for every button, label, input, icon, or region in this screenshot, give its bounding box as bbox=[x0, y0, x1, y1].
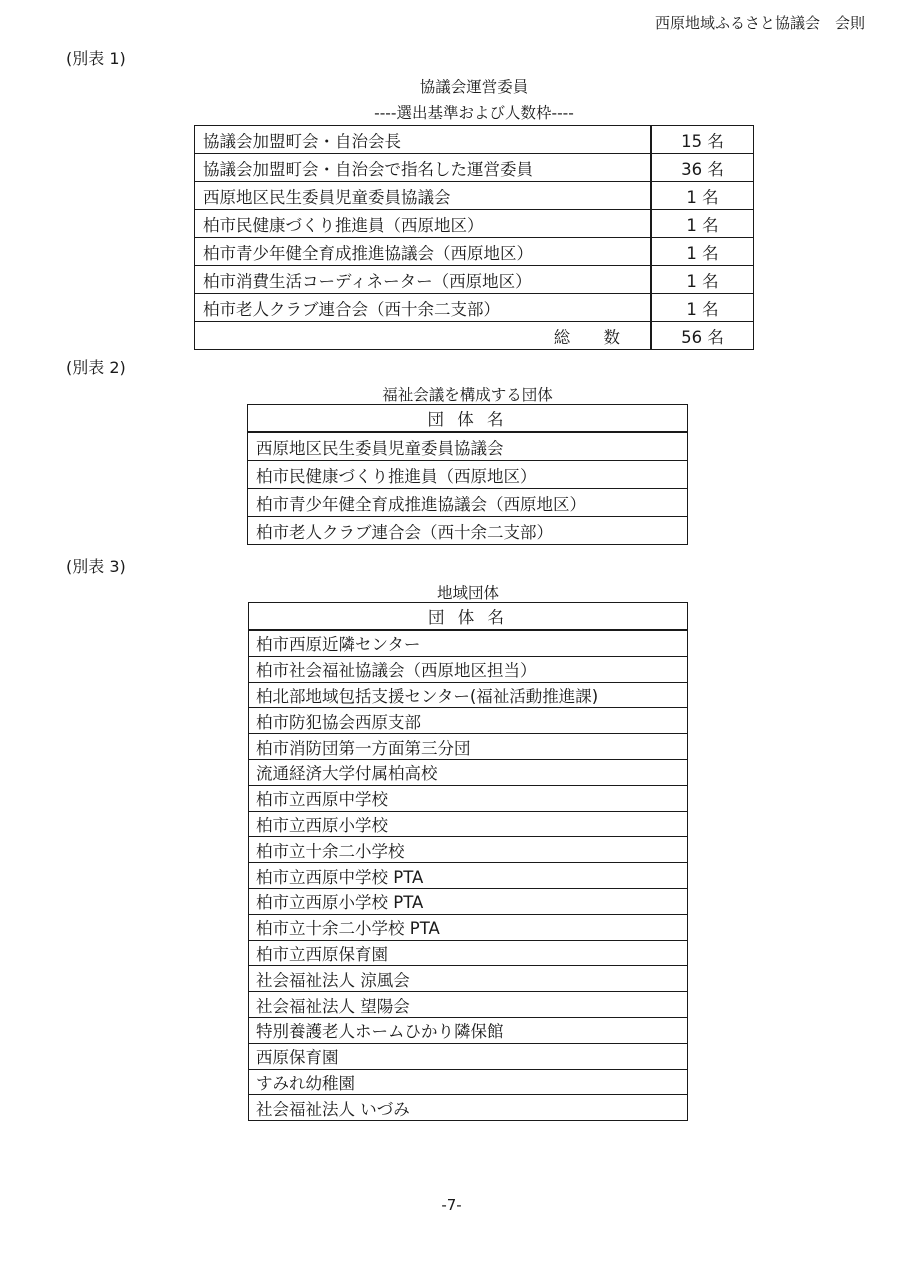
table-row bbox=[249, 708, 688, 734]
organization-name: 柏市青少年健全育成推進協議会（西原地区） bbox=[248, 489, 688, 517]
welfare-council-table bbox=[247, 404, 688, 545]
table-row bbox=[249, 759, 688, 785]
table-row bbox=[249, 940, 688, 966]
table-row bbox=[248, 517, 688, 545]
table-row bbox=[195, 210, 754, 238]
table1-subtitle: ----選出基準および人数枠---- bbox=[374, 104, 574, 122]
steering-committee-table bbox=[194, 125, 754, 350]
table-row bbox=[248, 461, 688, 489]
organization-name: 柏市立十余二小学校 PTA bbox=[249, 914, 688, 940]
organization-name: 柏市立西原中学校 PTA bbox=[249, 863, 688, 889]
appendix-3-label: (別表 3) bbox=[66, 557, 126, 576]
table-row bbox=[249, 863, 688, 889]
table-row bbox=[249, 837, 688, 863]
member-count: 1 名 bbox=[651, 266, 754, 294]
member-count: 1 名 bbox=[651, 210, 754, 238]
appendix-2-label: (別表 2) bbox=[66, 358, 126, 377]
organization-name: 柏市民健康づくり推進員（西原地区） bbox=[248, 461, 688, 489]
member-category: 柏市老人クラブ連合会（西十余二支部） bbox=[195, 294, 652, 322]
organization-name: 西原地区民生委員児童委員協議会 bbox=[248, 432, 688, 461]
organization-name: 柏市立西原中学校 bbox=[249, 785, 688, 811]
table-row bbox=[249, 992, 688, 1018]
table-row bbox=[249, 888, 688, 914]
member-category: 柏市民健康づくり推進員（西原地区） bbox=[195, 210, 652, 238]
table-row bbox=[195, 266, 754, 294]
table-row bbox=[249, 966, 688, 992]
member-category: 柏市消費生活コーディネーター（西原地区） bbox=[195, 266, 652, 294]
table-row bbox=[249, 630, 688, 656]
organization-name: 柏北部地域包括支援センター(福祉活動推進課) bbox=[249, 682, 688, 708]
organization-name: 柏市消防団第一方面第三分団 bbox=[249, 734, 688, 760]
organization-name: 流通経済大学付属柏高校 bbox=[249, 759, 688, 785]
member-count: 36 名 bbox=[651, 154, 754, 182]
organization-name: 社会福祉法人 いづみ bbox=[249, 1095, 688, 1121]
table-row bbox=[249, 656, 688, 682]
member-category: 柏市青少年健全育成推進協議会（西原地区） bbox=[195, 238, 652, 266]
organization-name: 柏市防犯協会西原支部 bbox=[249, 708, 688, 734]
total-row bbox=[195, 322, 754, 350]
table3-title: 地域団体 bbox=[436, 584, 499, 602]
table-row bbox=[249, 785, 688, 811]
organization-name: 柏市立西原保育園 bbox=[249, 940, 688, 966]
organization-name: 西原保育園 bbox=[249, 1043, 688, 1069]
table-row bbox=[249, 682, 688, 708]
member-category: 西原地区民生委員児童委員協議会 bbox=[195, 182, 652, 210]
table-row bbox=[248, 489, 688, 517]
table-row bbox=[249, 1095, 688, 1121]
table2-column-header: 団 体 名 bbox=[248, 405, 688, 433]
total-label: 総 数 bbox=[195, 322, 652, 350]
page-number: -7- bbox=[441, 1196, 462, 1214]
member-category: 協議会加盟町会・自治会長 bbox=[195, 126, 652, 154]
table-row bbox=[249, 1069, 688, 1095]
table-row bbox=[195, 154, 754, 182]
table-row bbox=[195, 294, 754, 322]
organization-name: 柏市立西原小学校 PTA bbox=[249, 888, 688, 914]
table2-title: 福祉会議を構成する団体 bbox=[382, 386, 553, 404]
member-count: 1 名 bbox=[651, 294, 754, 322]
table-row bbox=[249, 1043, 688, 1069]
member-count: 1 名 bbox=[651, 238, 754, 266]
organization-name: 柏市立西原小学校 bbox=[249, 811, 688, 837]
table-row bbox=[195, 238, 754, 266]
table-row bbox=[195, 182, 754, 210]
table-row bbox=[249, 914, 688, 940]
organization-name: 柏市老人クラブ連合会（西十余二支部） bbox=[248, 517, 688, 545]
organization-name: 社会福祉法人 涼風会 bbox=[249, 966, 688, 992]
member-count: 15 名 bbox=[651, 126, 754, 154]
appendix-1-label: (別表 1) bbox=[66, 49, 126, 68]
total-value: 56 名 bbox=[651, 322, 754, 350]
local-organizations-table bbox=[248, 602, 688, 1121]
table-row bbox=[249, 811, 688, 837]
table3-column-header: 団 体 名 bbox=[249, 603, 688, 631]
document-header-note: 西原地域ふるさと協議会 会則 bbox=[654, 14, 865, 32]
table1-title: 協議会運営委員 bbox=[419, 78, 529, 96]
table-row bbox=[249, 734, 688, 760]
member-category: 協議会加盟町会・自治会で指名した運営委員 bbox=[195, 154, 652, 182]
organization-name: すみれ幼稚園 bbox=[249, 1069, 688, 1095]
member-count: 1 名 bbox=[651, 182, 754, 210]
table-row bbox=[248, 432, 688, 461]
organization-name: 柏市社会福祉協議会（西原地区担当） bbox=[249, 656, 688, 682]
organization-name: 特別養護老人ホームひかり隣保館 bbox=[249, 1017, 688, 1043]
table-row bbox=[195, 126, 754, 154]
organization-name: 柏市立十余二小学校 bbox=[249, 837, 688, 863]
organization-name: 社会福祉法人 望陽会 bbox=[249, 992, 688, 1018]
organization-name: 柏市西原近隣センター bbox=[249, 630, 688, 656]
table-row bbox=[249, 1017, 688, 1043]
